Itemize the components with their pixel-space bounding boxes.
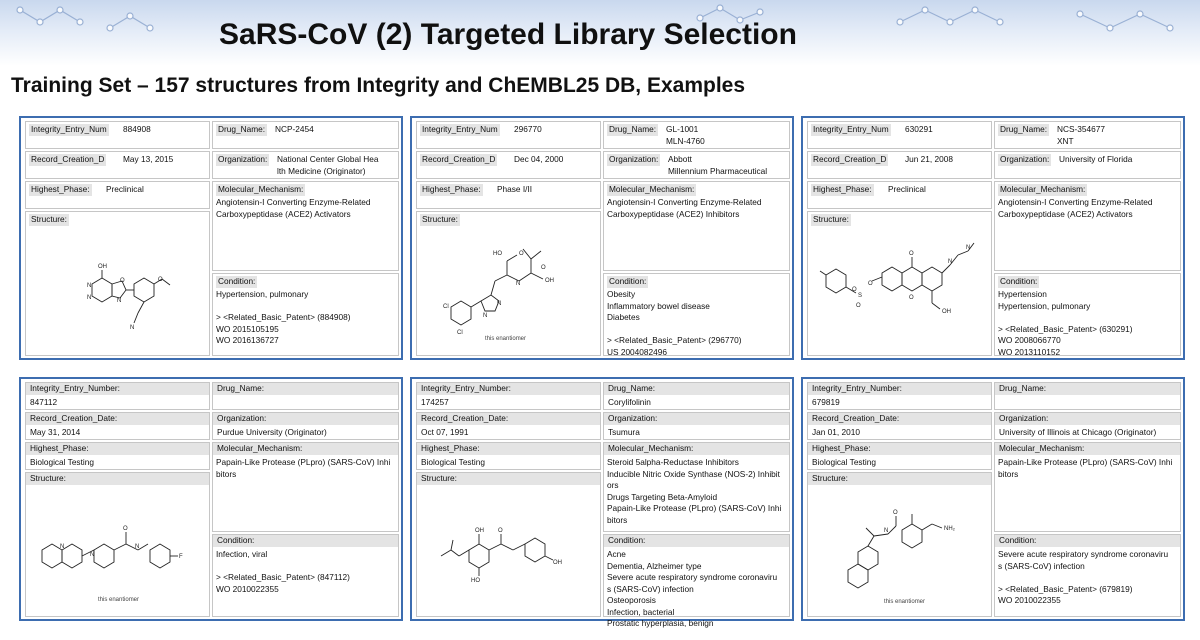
phase-label: Highest_Phase: (31, 184, 90, 194)
organization-label: Organization: (218, 154, 268, 164)
drug-value: GL-1001 MLN-4760 (666, 124, 705, 146)
atom-label: N (60, 544, 65, 550)
atom-label: OH (942, 309, 951, 315)
atom-label: N (90, 552, 95, 558)
phase-value: Biological Testing (812, 457, 876, 467)
condition-field (212, 273, 399, 356)
phase-field (416, 181, 601, 209)
atom-label: OH (475, 528, 484, 534)
organization-label: Organization: (1000, 154, 1050, 164)
mechanism-value: Angiotensin-I Converting Enzyme-Related Carboxypeptidase (ACE2) Activators (998, 197, 1153, 219)
entry-label: Integrity_Entry_Num (31, 124, 107, 134)
atom-label: NH₂ (944, 526, 955, 532)
condition-field (603, 534, 790, 628)
atom-label: O (123, 526, 128, 532)
condition-value: Acne Dementia, Alzheimer type Severe acute respiratory syndrome coronaviru s (SARS-CoV) infection Osteoporosis Infection, bacterial Prostatic hyperplasia, benign (607, 549, 778, 628)
structure-label: Structure: (813, 214, 849, 224)
compound-card (410, 377, 794, 628)
organization-label: Organization: (213, 413, 398, 425)
phase-value: Preclinical (106, 184, 144, 194)
organization-label: Organization: (609, 154, 659, 164)
molecule-structure-image (30, 229, 207, 349)
condition-value: Hypertension Hypertension, pulmonary > <Related_Basic_Patent> (630291) WO 2008066770 WO 2013110152 (998, 289, 1133, 357)
atom-label: O (519, 251, 524, 257)
structure-field (807, 211, 992, 356)
entry-value: 679819 (812, 397, 840, 407)
organization-value: University of Florida (1059, 154, 1133, 164)
molecule-structure-image (421, 490, 598, 610)
atom-label: N (117, 298, 122, 304)
organization-field (212, 151, 399, 179)
organization-value: National Center Global Hea lth Medicine (Originator) (277, 154, 379, 176)
phase-label: Highest_Phase: (808, 443, 991, 455)
drug-label: Drug_Name: (995, 383, 1180, 395)
phase-value: Phase I/II (497, 184, 533, 194)
date-field (416, 151, 601, 179)
compound-card (19, 116, 403, 360)
atom-label: Cl (443, 304, 449, 310)
mechanism-label: Molecular_Mechanism: (995, 443, 1180, 455)
condition-label: Condition: (995, 535, 1180, 547)
atom-label: OH (98, 264, 107, 270)
phase-field (25, 181, 210, 209)
atom-label: O (158, 277, 163, 283)
mechanism-value: Angiotensin-I Converting Enzyme-Related Carboxypeptidase (ACE2) Activators (216, 197, 371, 219)
atom-label: N (130, 325, 135, 331)
drug-value: Corylifolinin (608, 397, 651, 407)
mechanism-field (603, 181, 790, 271)
drug-field (603, 121, 790, 149)
drug-field (212, 382, 399, 410)
phase-field (416, 442, 601, 470)
date-field (25, 412, 210, 440)
atom-label: OH (553, 560, 562, 566)
molecule-structure-image (812, 229, 989, 349)
drug-label: Drug_Name: (1000, 124, 1048, 134)
phase-label: Highest_Phase: (26, 443, 209, 455)
date-label: Record_Creation_Date: (417, 413, 600, 425)
entry-value: 174257 (421, 397, 449, 407)
compound-card (410, 116, 794, 360)
drug-label: Drug_Name: (604, 383, 789, 395)
atom-label: O (868, 281, 873, 287)
date-value: Jan 01, 2010 (812, 427, 860, 437)
condition-label: Condition: (604, 535, 789, 547)
drug-value: NCS-354677 XNT (1057, 124, 1105, 146)
atom-label: O (541, 265, 546, 271)
enantiomer-note: this enantiomer (485, 335, 527, 342)
mechanism-field (212, 442, 399, 532)
drug-field (212, 121, 399, 149)
atom-label: O (120, 278, 125, 284)
entry-label: Integrity_Entry_Number: (808, 383, 991, 395)
phase-field (25, 442, 210, 470)
date-label: Record_Creation_Date: (26, 413, 209, 425)
atom-label: N (516, 281, 521, 287)
atom-label: O (856, 303, 861, 309)
entry-label: Integrity_Entry_Number: (26, 383, 209, 395)
date-field (807, 151, 992, 179)
atom-label: O (893, 510, 898, 516)
organization-field (212, 412, 399, 440)
mechanism-value: Steroid 5alpha-Reductase Inhibitors Inducible Nitric Oxide Synthase (NOS-2) Inhibit ors Drugs Targeting Beta-Amyloid Papain-Like Protease (PLpro) (SARS-CoV) Inhi bitors (607, 457, 782, 525)
condition-field (212, 534, 399, 617)
structure-field (25, 472, 210, 617)
organization-field (603, 151, 790, 179)
date-field (25, 151, 210, 179)
mechanism-field (994, 181, 1181, 271)
mechanism-value: Papain-Like Protease (PLpro) (SARS-CoV) Inhi bitors (998, 457, 1173, 479)
phase-label: Highest_Phase: (417, 443, 600, 455)
molecule-structure-image (421, 229, 598, 349)
drug-label: Drug_Name: (218, 124, 266, 134)
phase-label: Highest_Phase: (422, 184, 481, 194)
atom-label: N (497, 301, 502, 307)
mechanism-label: Molecular_Mechanism: (218, 184, 304, 194)
date-field (416, 412, 601, 440)
atom-label: OH (545, 278, 554, 284)
atom-label: N (966, 245, 971, 251)
drug-field (603, 382, 790, 410)
organization-field (994, 412, 1181, 440)
entry-label: Integrity_Entry_Number: (417, 383, 600, 395)
condition-label: Condition: (213, 535, 398, 547)
atom-label: F (179, 554, 183, 560)
mechanism-field (994, 442, 1181, 532)
entry-field (807, 121, 992, 149)
mechanism-field (603, 442, 790, 532)
atom-label: N (87, 283, 92, 289)
entry-field (807, 382, 992, 410)
structure-label: Structure: (31, 214, 67, 224)
atom-label: N (948, 259, 953, 265)
drug-field (994, 121, 1181, 149)
entry-value: 296770 (514, 124, 542, 134)
phase-value: Biological Testing (30, 457, 94, 467)
organization-value: Abbott Millennium Pharmaceutical (668, 154, 768, 176)
mechanism-value: Angiotensin-I Converting Enzyme-Related Carboxypeptidase (ACE2) Inhibitors (607, 197, 762, 219)
enantiomer-note: this enantiomer (98, 596, 140, 603)
entry-value: 884908 (123, 124, 151, 134)
date-value: May 31, 2014 (30, 427, 81, 437)
condition-label: Condition: (1000, 276, 1038, 286)
molecule-structure-image (30, 490, 207, 610)
condition-field (994, 273, 1181, 356)
mechanism-label: Molecular_Mechanism: (604, 443, 789, 455)
structure-field (416, 472, 601, 617)
mechanism-field (212, 181, 399, 271)
date-label: Record_Creation_D (31, 154, 105, 164)
structure-label: Structure: (417, 473, 600, 485)
drug-value: NCP-2454 (275, 124, 314, 134)
enantiomer-note: this enantiomer (884, 598, 926, 605)
atom-label: Cl (457, 330, 463, 336)
organization-field (994, 151, 1181, 179)
entry-field (25, 382, 210, 410)
date-value: May 13, 2015 (123, 154, 174, 164)
entry-field (416, 382, 601, 410)
structure-label: Structure: (26, 473, 209, 485)
phase-value: Preclinical (888, 184, 926, 194)
organization-label: Organization: (604, 413, 789, 425)
condition-field (603, 273, 790, 356)
structure-field (416, 211, 601, 356)
compound-card (19, 377, 403, 621)
drug-label: Drug_Name: (609, 124, 657, 134)
structure-field (25, 211, 210, 356)
date-value: Jun 21, 2008 (905, 154, 953, 164)
atom-label: O (498, 528, 503, 534)
structure-label: Structure: (808, 473, 991, 485)
slide-subtitle: Training Set – 157 structures from Integrity and ChEMBL25 DB, Examples (11, 74, 746, 97)
date-label: Record_Creation_Date: (808, 413, 991, 425)
phase-label: Highest_Phase: (813, 184, 872, 194)
mechanism-label: Molecular_Mechanism: (213, 443, 398, 455)
entry-label: Integrity_Entry_Num (422, 124, 498, 134)
atom-label: O (909, 295, 914, 301)
atom-label: N (87, 295, 92, 301)
drug-field (994, 382, 1181, 410)
organization-value: Tsumura (608, 427, 640, 437)
condition-value: Severe acute respiratory syndrome coronaviru s (SARS-CoV) infection > <Related_Basic_Patent> (679819) WO 2010022355 (998, 549, 1169, 605)
compound-card (801, 116, 1185, 360)
atom-label: HO (471, 578, 480, 584)
atom-label: O (852, 287, 857, 293)
atom-label: N (135, 544, 140, 550)
compound-card (801, 377, 1185, 621)
atom-label: N (884, 528, 889, 534)
slide-title: SaRS-CoV (2) Targeted Library Selection (219, 18, 797, 51)
date-label: Record_Creation_D (813, 154, 887, 164)
drug-label: Drug_Name: (213, 383, 398, 395)
condition-label: Condition: (218, 276, 256, 286)
phase-value: Biological Testing (421, 457, 485, 467)
condition-value: Infection, viral > <Related_Basic_Patent> (847112) WO 2010022355 (216, 549, 350, 594)
entry-value: 630291 (905, 124, 933, 134)
atom-label: HO (493, 251, 502, 257)
entry-value: 847112 (30, 397, 58, 407)
date-value: Oct 07, 1991 (421, 427, 469, 437)
organization-label: Organization: (995, 413, 1180, 425)
date-field (807, 412, 992, 440)
mechanism-value: Papain-Like Protease (PLpro) (SARS-CoV) Inhi bitors (216, 457, 391, 479)
date-label: Record_Creation_D (422, 154, 496, 164)
organization-value: Purdue University (Originator) (217, 427, 327, 437)
mechanism-label: Molecular_Mechanism: (1000, 184, 1086, 194)
entry-field (416, 121, 601, 149)
condition-value: Hypertension, pulmonary > <Related_Basic_Patent> (884908) WO 2015105195 WO 2016136727 (216, 289, 351, 345)
organization-value: University of Illinois at Chicago (Originator) (999, 427, 1157, 437)
condition-field (994, 534, 1181, 617)
mechanism-label: Molecular_Mechanism: (609, 184, 695, 194)
atom-label: O (909, 251, 914, 257)
date-value: Dec 04, 2000 (514, 154, 564, 164)
structure-label: Structure: (422, 214, 458, 224)
atom-label: S (858, 293, 863, 299)
molecule-structure-image (812, 490, 989, 610)
condition-label: Condition: (609, 276, 647, 286)
phase-field (807, 181, 992, 209)
phase-field (807, 442, 992, 470)
condition-value: Obesity Inflammatory bowel disease Diabetes > <Related_Basic_Patent> (296770) US 2004082496 (607, 289, 742, 357)
organization-field (603, 412, 790, 440)
entry-field (25, 121, 210, 149)
entry-label: Integrity_Entry_Num (813, 124, 889, 134)
atom-label: N (483, 313, 488, 319)
structure-field (807, 472, 992, 617)
